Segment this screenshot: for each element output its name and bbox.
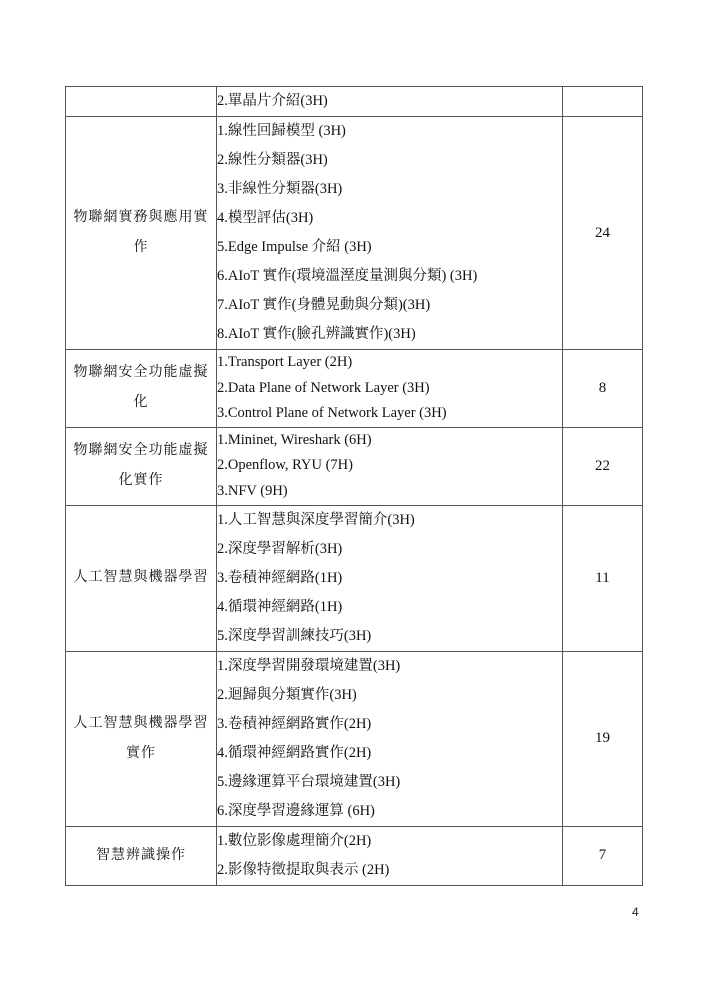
course-name: 物聯網實務與應用實作 bbox=[73, 210, 209, 255]
topic-item: 1.線性回歸模型 (3H) bbox=[217, 123, 346, 139]
topic-item: 4.循環神經網路(1H) bbox=[217, 598, 343, 615]
topic-item: 3.卷積神經網路實作(2H) bbox=[217, 715, 372, 732]
course-name: 智慧辨識操作 bbox=[96, 847, 186, 863]
topic-item: 1.人工智慧與深度學習簡介(3H) bbox=[217, 511, 415, 528]
page-number: 4 bbox=[632, 905, 639, 919]
table-row bbox=[66, 505, 643, 651]
topics-cell bbox=[217, 87, 563, 117]
topic-item: 7.AIoT 實作(身體晃動與分類)(3H) bbox=[217, 297, 431, 313]
hours-cell: 24 bbox=[563, 117, 643, 350]
table-row bbox=[66, 350, 643, 428]
topic-item: 1.數位影像處理簡介(2H) bbox=[217, 832, 372, 849]
hours-cell: 11 bbox=[563, 505, 643, 651]
table-row bbox=[66, 651, 643, 826]
topic-item: 1.Transport Layer (2H) bbox=[217, 354, 353, 370]
course-name: 物聯網安全功能虛擬化實作 bbox=[73, 443, 209, 489]
hours-cell bbox=[563, 87, 643, 117]
topic-item: 8.AIoT 實作(臉孔辨識實作)(3H) bbox=[217, 326, 416, 342]
topic-item: 2.Openflow, RYU (7H) bbox=[217, 457, 353, 474]
topic-item: 6.深度學習邊緣運算 (6H) bbox=[217, 802, 375, 819]
hours-cell: 22 bbox=[563, 427, 643, 505]
course-name-cell bbox=[66, 505, 217, 651]
hours-cell: 19 bbox=[563, 651, 643, 826]
topics-cell bbox=[217, 651, 563, 826]
topics-cell bbox=[217, 427, 563, 505]
course-name: 人工智慧與機器學習實作 bbox=[73, 715, 209, 761]
table-row bbox=[66, 826, 643, 885]
topics-cell bbox=[217, 826, 563, 885]
topic-item: 2.影像特徵提取與表示 (2H) bbox=[217, 861, 390, 878]
topic-item: 4.循環神經網路實作(2H) bbox=[217, 744, 372, 761]
topic-item: 3.非線性分類器(3H) bbox=[217, 181, 343, 197]
course-name: 物聯網安全功能虛擬化 bbox=[73, 365, 209, 411]
topic-item: 1.Mininet, Wireshark (6H) bbox=[217, 431, 372, 448]
topics-cell bbox=[217, 117, 563, 350]
course-name-cell bbox=[66, 350, 217, 428]
table-row bbox=[66, 427, 643, 505]
course-table bbox=[65, 86, 643, 886]
course-name: 人工智慧與機器學習 bbox=[73, 570, 209, 586]
course-name-cell bbox=[66, 87, 217, 117]
topic-item: 1.深度學習開發環境建置(3H) bbox=[217, 657, 401, 674]
course-name-cell bbox=[66, 427, 217, 505]
hours-cell: 8 bbox=[563, 350, 643, 428]
table-row bbox=[66, 87, 643, 117]
topic-item: 3.NFV (9H) bbox=[217, 482, 288, 499]
course-name-cell bbox=[66, 117, 217, 350]
topic-item: 2.深度學習解析(3H) bbox=[217, 540, 343, 557]
topic-item: 3.卷積神經網路(1H) bbox=[217, 569, 343, 586]
topic-item: 5.邊緣運算平台環境建置(3H) bbox=[217, 773, 401, 790]
topics-cell bbox=[217, 350, 563, 428]
topics-cell bbox=[217, 505, 563, 651]
topic-item: 5.深度學習訓練技巧(3H) bbox=[217, 627, 372, 644]
hours-cell: 7 bbox=[563, 826, 643, 885]
course-name-cell bbox=[66, 826, 217, 885]
table-row bbox=[66, 117, 643, 350]
topic-item: 2.Data Plane of Network Layer (3H) bbox=[217, 379, 430, 396]
topic-item: 2.線性分類器(3H) bbox=[217, 152, 328, 168]
topic-item: 4.模型評估(3H) bbox=[217, 210, 314, 226]
topic-item: 5.Edge Impulse 介紹 (3H) bbox=[217, 239, 372, 255]
topic-item: 2.迴歸與分類實作(3H) bbox=[217, 686, 357, 703]
course-name-cell bbox=[66, 651, 217, 826]
topic-item: 2.單晶片介紹(3H) bbox=[217, 93, 328, 109]
topic-item: 6.AIoT 實作(環境溫溼度量測與分類) (3H) bbox=[217, 268, 478, 284]
topic-item: 3.Control Plane of Network Layer (3H) bbox=[217, 405, 447, 422]
